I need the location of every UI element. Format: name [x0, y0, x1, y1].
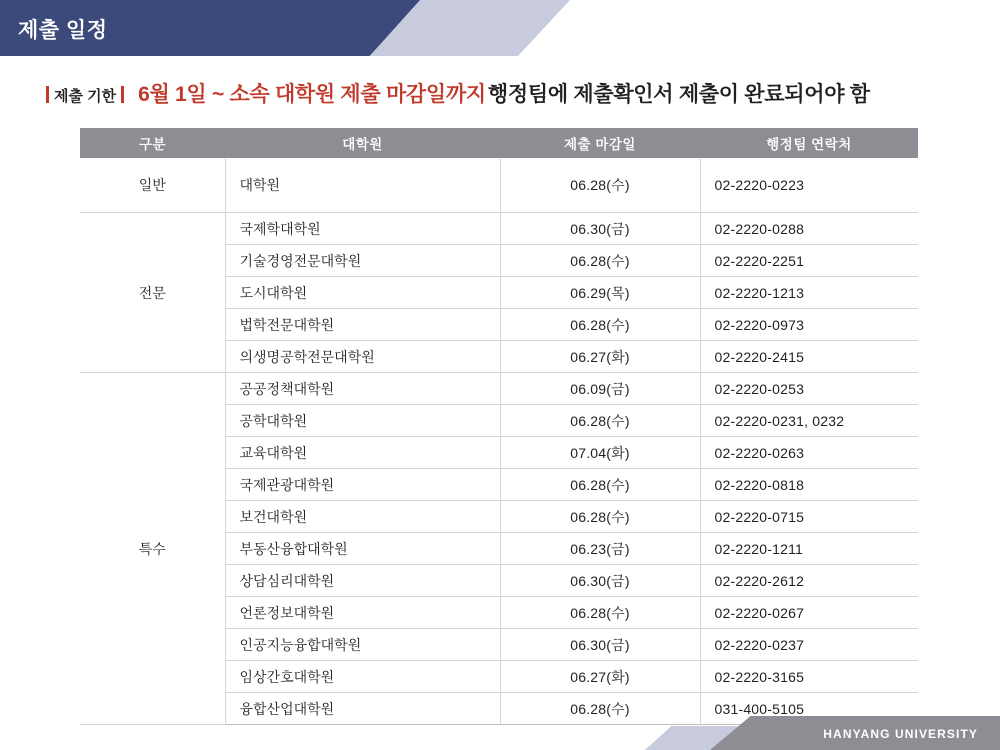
school-cell: 의생명공학전문대학원 [225, 341, 500, 373]
school-cell: 상담심리대학원 [225, 565, 500, 597]
footer-brand: HANYANG UNIVERSITY [823, 727, 978, 741]
column-header-category: 구분 [80, 128, 225, 158]
due-cell: 06.28(수) [500, 245, 700, 277]
contact-cell: 02-2220-2251 [700, 245, 918, 277]
school-cell: 언론정보대학원 [225, 597, 500, 629]
table-header-row [80, 128, 918, 158]
school-cell: 임상간호대학원 [225, 661, 500, 693]
contact-cell: 02-2220-0223 [700, 158, 918, 213]
contact-cell: 02-2220-0267 [700, 597, 918, 629]
contact-cell: 02-2220-0818 [700, 469, 918, 501]
school-cell: 국제관광대학원 [225, 469, 500, 501]
category-cell: 전문 [80, 213, 225, 373]
due-cell: 06.30(금) [500, 565, 700, 597]
school-cell: 도시대학원 [225, 277, 500, 309]
contact-cell: 02-2220-0231, 0232 [700, 405, 918, 437]
contact-cell: 02-2220-0237 [700, 629, 918, 661]
school-cell: 국제학대학원 [225, 213, 500, 245]
contact-cell: 02-2220-1211 [700, 533, 918, 565]
contact-cell: 02-2220-0288 [700, 213, 918, 245]
deadline-label: 제출 기한 [54, 88, 117, 105]
contact-cell: 02-2220-1213 [700, 277, 918, 309]
contact-cell: 02-2220-0263 [700, 437, 918, 469]
schedule-table-body [80, 158, 918, 725]
contact-cell: 02-2220-2415 [700, 341, 918, 373]
contact-cell: 02-2220-2612 [700, 565, 918, 597]
contact-cell: 02-2220-0973 [700, 309, 918, 341]
category-cell: 특수 [80, 373, 225, 725]
school-cell: 공공정책대학원 [225, 373, 500, 405]
due-cell: 06.23(금) [500, 533, 700, 565]
school-cell: 인공지능융합대학원 [225, 629, 500, 661]
school-cell: 기술경영전문대학원 [225, 245, 500, 277]
due-cell: 06.09(금) [500, 373, 700, 405]
due-cell: 06.28(수) [500, 405, 700, 437]
deadline-notice [46, 78, 870, 108]
category-cell: 일반 [80, 158, 225, 213]
due-cell: 06.29(목) [500, 277, 700, 309]
schedule-table [80, 128, 918, 725]
due-cell: 06.27(화) [500, 661, 700, 693]
due-cell: 06.28(수) [500, 597, 700, 629]
school-cell: 교육대학원 [225, 437, 500, 469]
due-cell: 06.28(수) [500, 693, 700, 725]
contact-cell: 02-2220-0253 [700, 373, 918, 405]
due-cell: 06.28(수) [500, 158, 700, 213]
deadline-highlight: 6월 1일 ~ 소속 대학원 제출 마감일까지 [138, 83, 486, 106]
due-cell: 07.04(화) [500, 437, 700, 469]
header-banner [0, 0, 1000, 56]
school-cell: 보건대학원 [225, 501, 500, 533]
due-cell: 06.27(화) [500, 341, 700, 373]
contact-cell: 02-2220-0715 [700, 501, 918, 533]
school-cell: 융합산업대학원 [225, 693, 500, 725]
school-cell: 부동산융합대학원 [225, 533, 500, 565]
due-cell: 06.28(수) [500, 501, 700, 533]
contact-cell: 031-400-5105 [700, 693, 918, 725]
page-title: 제출 일정 [18, 19, 108, 42]
due-cell: 06.30(금) [500, 213, 700, 245]
column-header-school: 대학원 [225, 128, 500, 158]
bracket-left-icon [46, 86, 49, 103]
schedule-table-container [80, 128, 918, 725]
table-row [80, 158, 918, 213]
due-cell: 06.28(수) [500, 309, 700, 341]
column-header-contact: 행정팀 연락처 [700, 128, 918, 158]
deadline-rest: 행정팀에 제출확인서 제출이 완료되어야 함 [487, 83, 870, 106]
bracket-right-icon [121, 86, 124, 103]
due-cell: 06.28(수) [500, 469, 700, 501]
footer-banner [0, 712, 1000, 750]
contact-cell: 02-2220-3165 [700, 661, 918, 693]
school-cell: 법학전문대학원 [225, 309, 500, 341]
table-row [80, 213, 918, 245]
school-cell: 공학대학원 [225, 405, 500, 437]
due-cell: 06.30(금) [500, 629, 700, 661]
school-cell: 대학원 [225, 158, 500, 213]
column-header-due: 제출 마감일 [500, 128, 700, 158]
table-row [80, 373, 918, 405]
